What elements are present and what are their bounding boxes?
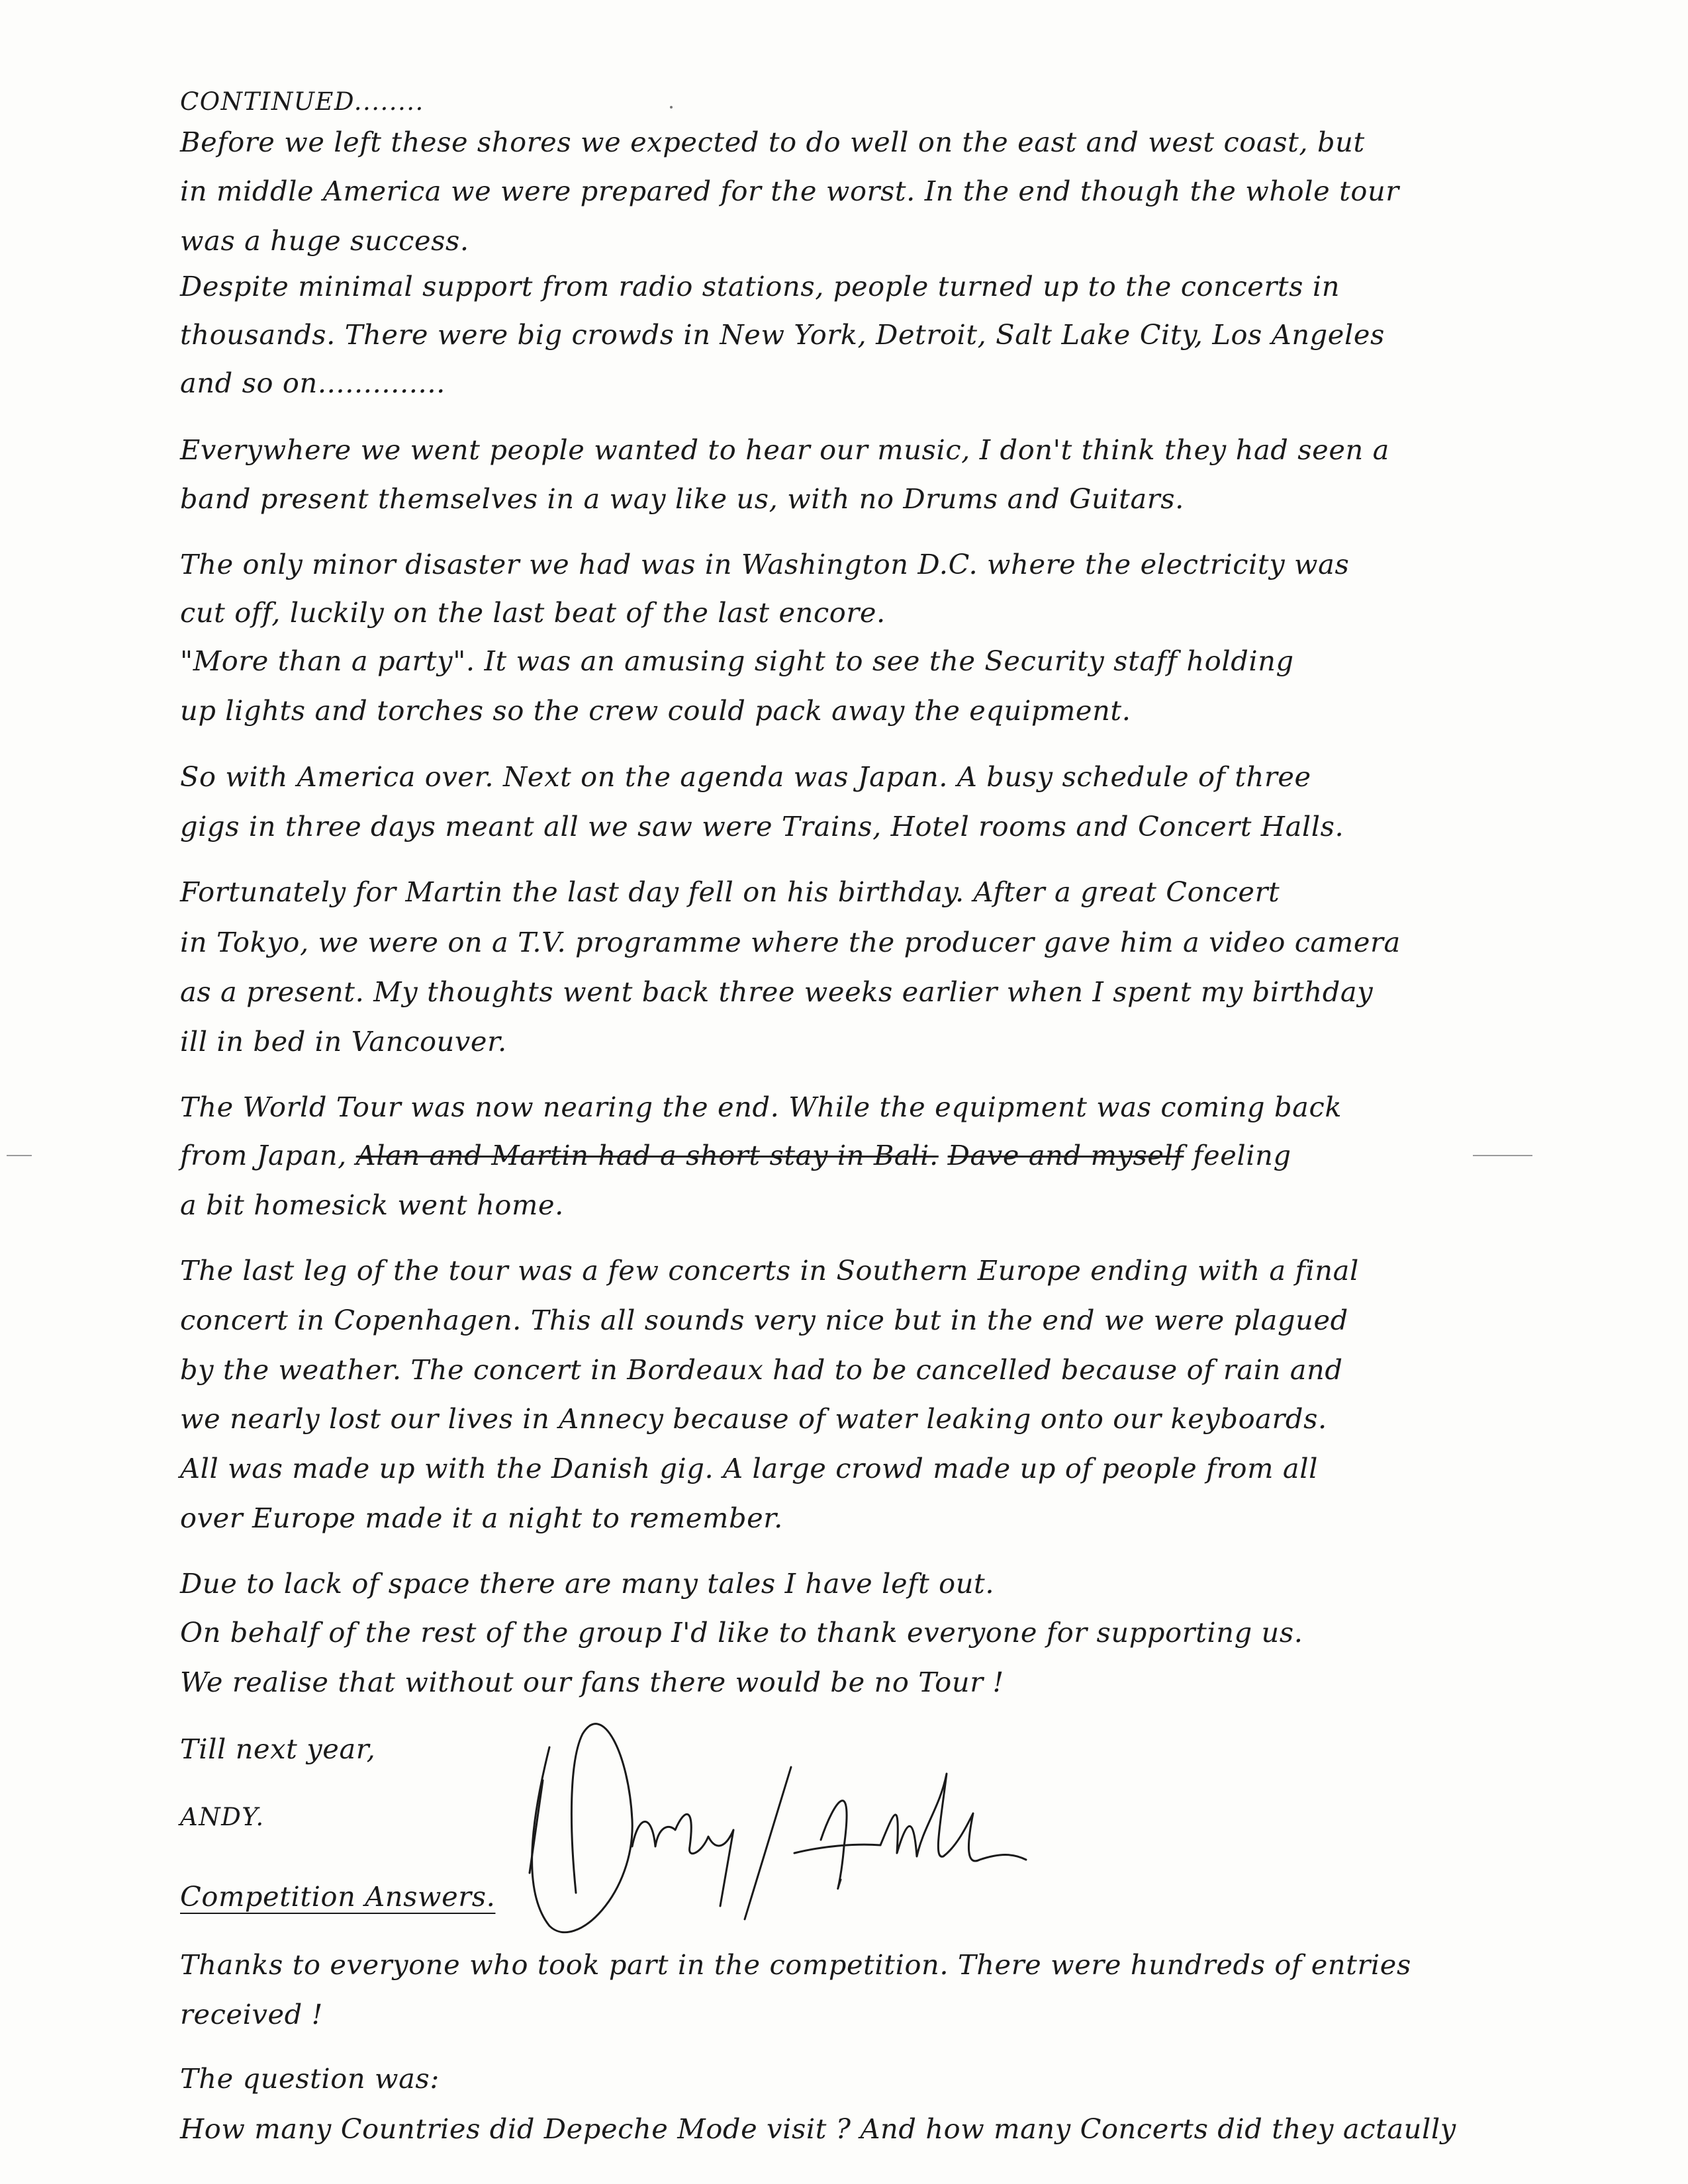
paragraph-4-line-1: The only minor disaster we had was in Washington D.C. where the electricity was [180, 548, 1350, 580]
competition-question-text: How many Countries did Depeche Mode visit ? And how many Concerts did they actaully [180, 2113, 1456, 2145]
signature-slash [745, 1767, 791, 1919]
paragraph-6-line-3: as a present. My thoughts went back three weeks earlier when I spent my birthday [180, 976, 1374, 1008]
paragraph-2-line-3: and so on.............. [180, 367, 445, 399]
line-text-start: from Japan, [180, 1139, 356, 1171]
competition-heading: Competition Answers. [180, 1880, 496, 1913]
paragraph-7-line-2 [180, 1139, 1291, 1171]
paragraph-3-line-2: band present themselves in a way like us, with no Drums and Guitars. [180, 482, 1184, 515]
paragraph-6-line-4: ill in bed in Vancouver. [180, 1025, 507, 1058]
struck-text-bali: Alan and Martin had a short stay in Bali. [355, 1139, 939, 1171]
paragraph-4-line-3: "More than a party". It was an amusing sight to see the Security staff holding [180, 645, 1294, 677]
paragraph-9-line-2: On behalf of the rest of the group I'd like to thank everyone for supporting us. [180, 1616, 1303, 1649]
paragraph-4-line-4: up lights and torches so the crew could pack away the equipment. [180, 694, 1131, 727]
paragraph-4-line-2: cut off, luckily on the last beat of the last encore. [180, 596, 886, 629]
struck-text-dave: Dave and myself [947, 1139, 1184, 1171]
continued-header: CONTINUED........ [180, 87, 424, 116]
paragraph-5-line-1: So with America over. Next on the agenda was Japan. A busy schedule of three [180, 760, 1311, 793]
paragraph-8-line-6: over Europe made it a night to remember. [180, 1502, 783, 1534]
paragraph-1-line-3: was a huge success. [180, 224, 469, 257]
paragraph-6-line-2: in Tokyo, we were on a T.V. programme where the producer gave him a video camera [180, 926, 1401, 958]
signature-graphic [510, 1694, 1105, 1946]
paragraph-5-line-2: gigs in three days meant all we saw were Trains, Hotel rooms and Concert Halls. [180, 810, 1344, 842]
author-name: ANDY. [180, 1803, 265, 1831]
paragraph-9-line-3: We realise that without our fans there would be no Tour ! [180, 1666, 1004, 1698]
signature-surname [794, 1774, 1026, 1889]
competition-thanks-line-1: Thanks to everyone who took part in the competition. There were hundreds of entries [180, 1948, 1411, 1981]
paragraph-7-line-3: a bit homesick went home. [180, 1189, 564, 1221]
paragraph-8-line-5: All was made up with the Danish gig. A large crowd made up of people from all [180, 1452, 1318, 1484]
paragraph-1-line-1: Before we left these shores we expected to do well on the east and west coast, but [180, 126, 1365, 158]
paragraph-7-line-1: The World Tour was now nearing the end. While the equipment was coming back [180, 1091, 1342, 1123]
margin-mark-left [7, 1155, 32, 1156]
paragraph-1-line-2: in middle America we were prepared for the worst. In the end though the whole tour [180, 175, 1399, 207]
competition-thanks-line-2: received ! [180, 1998, 323, 2030]
paragraph-8-line-1: The last leg of the tour was a few concerts in Southern Europe ending with a final [180, 1254, 1359, 1287]
margin-mark-right [1473, 1155, 1532, 1156]
paragraph-2-line-2: thousands. There were big crowds in New York, Detroit, Salt Lake City, Los Angeles [180, 318, 1385, 351]
line-text-end: feeling [1193, 1139, 1291, 1171]
paragraph-8-line-2: concert in Copenhagen. This all sounds very nice but in the end we were plagued [180, 1304, 1348, 1336]
paragraph-8-line-4: we nearly lost our lives in Annecy because of water leaking onto our keyboards. [180, 1402, 1327, 1435]
paragraph-3-line-1: Everywhere we went people wanted to hear our music, I don't think they had seen a [180, 433, 1389, 466]
closing-line: Till next year, [180, 1733, 376, 1765]
paragraph-8-line-3: by the weather. The concert in Bordeaux had to be cancelled because of rain and [180, 1353, 1343, 1386]
competition-question-label: The question was: [180, 2062, 440, 2095]
paragraph-2-line-1: Despite minimal support from radio stations, people turned up to the concerts in [180, 270, 1340, 302]
signature-stroke-a [530, 1780, 543, 1873]
scan-speck [670, 106, 673, 109]
paragraph-6-line-1: Fortunately for Martin the last day fell on his birthday. After a great Concert [180, 876, 1280, 908]
signature-loop [532, 1724, 633, 1933]
signature-stroke-nd [632, 1814, 733, 1906]
paragraph-9-line-1: Due to lack of space there are many tales I have left out. [180, 1567, 995, 1600]
